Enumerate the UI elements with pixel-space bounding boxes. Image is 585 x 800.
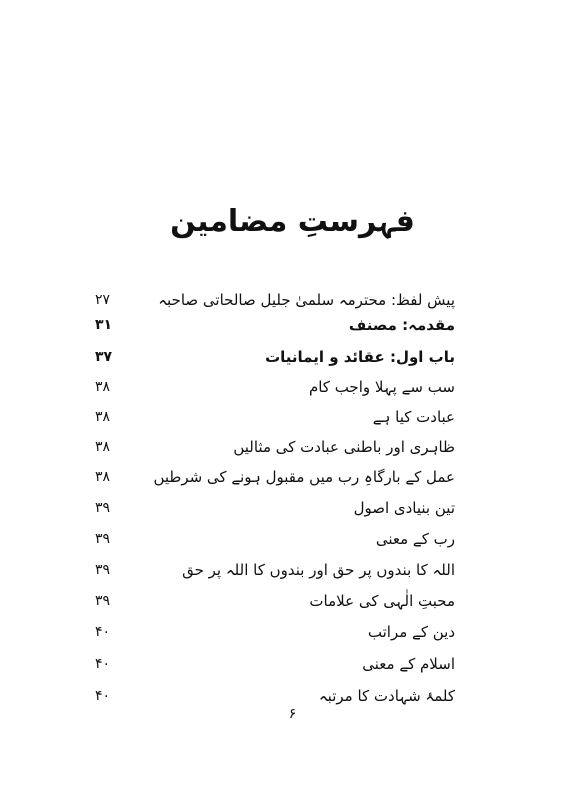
toc-entry-title: پیش لفظ: محترمہ سلمیٰ جلیل صالحاتی صاحبہ (158, 291, 455, 309)
toc-entry-page: ۳۸ (95, 409, 111, 425)
footer-page-number: ۶ (288, 706, 297, 722)
toc-entry-title: باب اول: عقائد و ایمانیات (265, 348, 455, 366)
toc-entry (95, 434, 455, 460)
toc-entry-page: ۴۰ (95, 624, 111, 640)
toc-entry (95, 287, 455, 313)
toc-entry-title: محبتِ الٰہی کی علامات (309, 592, 455, 610)
toc-entry-page: ۳۸ (95, 379, 111, 395)
toc-entry-page: ۴۰ (95, 688, 111, 704)
toc-entry-title: کلمۂ شہادت کا مرتبہ (318, 687, 455, 705)
toc-entry (95, 404, 455, 430)
toc-entry (95, 344, 455, 370)
toc-entry-title: اسلام کے معنی (362, 655, 455, 673)
toc-entry (95, 312, 455, 338)
toc-entry (95, 495, 455, 521)
page-title: فہرستِ مضامین (170, 204, 415, 239)
toc-entry-title: اللہ کا بندوں پر حق اور بندوں کا اللہ پر حق (182, 561, 455, 579)
toc-entry (95, 588, 455, 614)
toc-entry-page: ۳۸ (95, 469, 111, 485)
toc-entry-title: مقدمہ: مصنف (348, 316, 455, 334)
toc-entry-page: ۳۹ (95, 531, 111, 547)
toc-entry-page: ۴۰ (95, 656, 111, 672)
toc-entry (95, 557, 455, 583)
toc-entry-page: ۳۸ (95, 439, 111, 455)
toc-entry-page: ۳۹ (95, 500, 111, 516)
toc-entry-title: ظاہری اور باطنی عبادت کی مثالیں (233, 438, 455, 456)
toc-entry (95, 464, 455, 490)
toc-entry-page: ۳۹ (95, 562, 111, 578)
toc-entry-title: رب کے معنی (375, 530, 455, 548)
toc-entry-title: سب سے پہلا واجب کام (308, 378, 455, 396)
toc-entry-page: ۲۷ (95, 292, 111, 308)
toc-entry (95, 619, 455, 645)
toc-entry (95, 374, 455, 400)
toc-entry-title: تین بنیادی اصول (353, 499, 455, 517)
toc-entry-title: عبادت کیا ہے (372, 408, 455, 426)
toc-entry-page: ۳۹ (95, 593, 111, 609)
toc-entry (95, 526, 455, 552)
toc-entry-title: عمل کے بارگاہِ رب میں مقبول ہونے کی شرطیں (153, 468, 455, 486)
toc-entry-title: دین کے مراتب (367, 623, 455, 641)
toc-entry (95, 651, 455, 677)
toc-entry-page: ۳۱ (95, 317, 113, 333)
toc-entry-page: ۳۷ (95, 349, 113, 365)
